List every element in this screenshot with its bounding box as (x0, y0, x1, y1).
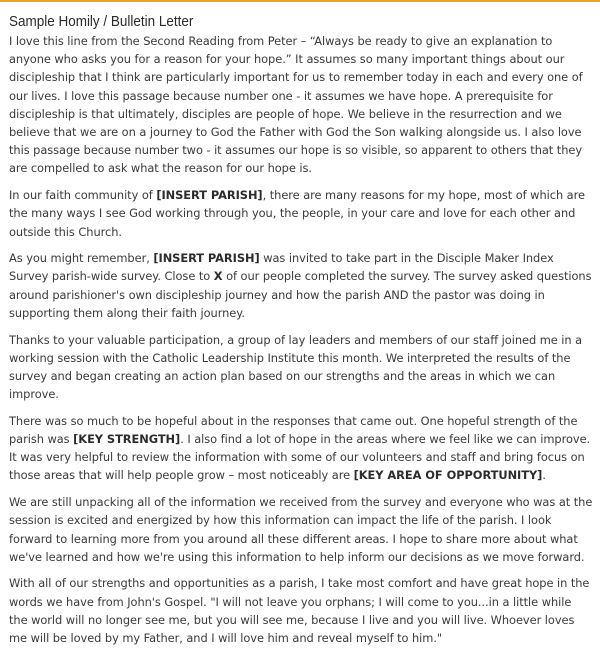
paragraph-text: In our faith community of (9, 188, 157, 203)
paragraph-text: . (542, 468, 546, 483)
paragraph-text: , there are many reasons for my hope, most of which are the many ways I see God working through you, the people, in your care and love for each other and outside this Church. (9, 188, 585, 239)
placeholder-key-area-of-opportunity: [KEY AREA OF OPPORTUNITY] (353, 468, 543, 483)
paragraph-text: There was so much to be hopeful about in the responses that came out. One hopeful strength of the parish was (9, 413, 578, 447)
paragraph-text: With all of our strengths and opportunities as a parish, I take most comfort and have great hope in the words we have from John's Gospel. "I will not leave you orphans; I will come to you...in a little while the world will no longer see me, but you will see me, because I live and you will live. Whoever loves me will be loved by my Father, and I will love him and reveal myself to him." (9, 576, 590, 646)
paragraph (9, 331, 593, 404)
placeholder-count: X (213, 269, 223, 284)
placeholder-key-strength: [KEY STRENGTH] (73, 432, 181, 447)
paragraph (9, 493, 593, 566)
paragraph (9, 186, 593, 241)
document-title: Sample Homily / Bulletin Letter (9, 14, 194, 30)
document-content (9, 13, 593, 656)
paragraph-text: . I also find a lot of hope in the areas where we feel like we can improve. It was very helpful to review the information with some of our volunteers and staff and bring focus on those areas that will help people grow – most noticeably are (9, 432, 591, 483)
paragraph-text: Thanks to your valuable participation, a group of lay leaders and members of our staff joined me in a working session with the Catholic Leadership Institute this month. We interpreted the results of the survey and began creating an action plan based on our strengths and the areas in which we can improve. (9, 332, 583, 402)
placeholder-insert-parish: [INSERT PARISH] (153, 251, 260, 266)
paragraph-text: As you might remember, (9, 251, 154, 266)
paragraph (9, 32, 593, 178)
paragraph (9, 249, 593, 322)
paragraph-text: was invited to take part in the Disciple Maker Index Survey parish-wide survey. Close to (9, 251, 554, 284)
paragraph (9, 412, 593, 485)
paragraph (9, 574, 593, 647)
paragraph-text: of our people completed the survey. The survey asked questions around parishioner's own discipleship journey and how the parish AND the pastor was doing in supporting them along their faith journey. (9, 269, 592, 320)
paragraph-text: We are still unpacking all of the information we received from the survey and everyone who was at the session is excited and energized by how this information can impact the life of the parish. I look forward to learning more from you around all these different areas. I hope to share more about what we've learned and how we're using this information to help inform our decisions as we move forward. (9, 495, 593, 564)
paragraph-text: I love this line from the Second Reading from Peter – “Always be ready to give an explanation to anyone who asks you for a reason for your hope.” It assumes so many important things about our discipleship that I think are particularly important for us to remember today in each and every one of our lives. I love this passage because number one - it assumes we have hope. A prerequisite for discipleship is that ultimately, disciples are people of hope. We believe in the resurrection and we believe that we are on a journey to God the Father with God the Son walking alongside us. I also love this passage because number two - it assumes our hope is so visible, so apparent to others that they are compelled to ask what the reason for our hope is. (9, 34, 583, 176)
placeholder-insert-parish: [INSERT PARISH] (156, 188, 263, 203)
